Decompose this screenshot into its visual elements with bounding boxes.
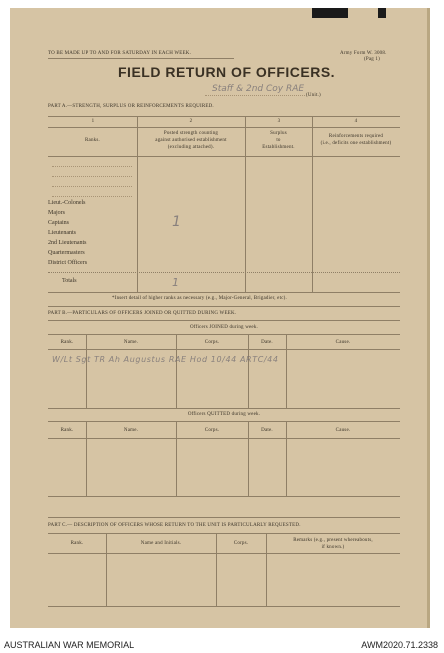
form-number: Army Form W. 3008. — [340, 51, 387, 56]
binder-tab-right — [378, 8, 386, 18]
rank-label-district-officers: District Officers — [48, 260, 88, 266]
part-a-header-rule — [48, 156, 400, 157]
totals-label: Totals — [62, 278, 77, 284]
footer-accession-number: AWM2020.71.2338 — [361, 640, 438, 650]
part-a-footnote: *Insert detail of higher ranks as necessary (e.g., Major-General, Brigadier, etc). — [112, 296, 287, 301]
footer-credit: AUSTRALIAN WAR MEMORIAL — [4, 640, 135, 650]
part-b-heading-rule — [48, 320, 400, 321]
col-header-posted-3: (excluding attached). — [167, 145, 215, 150]
col-header-reinf-1: Reinforcements required — [328, 134, 384, 139]
rank-label-lieutenants: Lieutenants — [48, 230, 76, 236]
quitted-divider-2 — [176, 421, 177, 496]
joined-col-rank: Rank. — [60, 340, 74, 345]
col-header-surplus-2: to — [276, 138, 281, 143]
col-header-reinf-2: (i.e., deficits one establishment) — [320, 141, 392, 146]
quitted-bottom-rule — [48, 496, 400, 497]
rank-label-quartermasters: Quartermasters — [48, 250, 85, 256]
quitted-title: Officers QUITTED during week. — [187, 412, 261, 417]
col-header-ranks: Ranks. — [85, 138, 100, 143]
quitted-col-date: Date. — [261, 428, 273, 433]
rank-label-2nd-lieutenants: 2nd Lieutenants — [48, 240, 87, 246]
rank-label-lt-colonels: Lieut.-Colonels — [48, 200, 86, 206]
part-c-col-remarks-2: if known.) — [321, 545, 345, 550]
quitted-col-cause: Cause. — [335, 428, 351, 433]
quitted-divider-3 — [248, 421, 249, 496]
unit-handwritten: Staff & 2nd Coy RAE — [212, 84, 305, 94]
unit-line — [205, 95, 305, 96]
quitted-header-rule — [48, 438, 400, 439]
page-number: (Pag 1) — [364, 57, 380, 62]
posted-mark-captains: 1 — [172, 214, 181, 230]
part-c-col-name: Name and Initials. — [140, 541, 182, 546]
higher-rank-line-2 — [52, 176, 132, 177]
joined-col-name: Name. — [123, 340, 139, 345]
part-c-col-corps: Corps. — [233, 541, 249, 546]
part-a-number-rule — [48, 127, 400, 128]
part-c-heading-rule — [48, 533, 400, 534]
part-c-heading: PART C.— DESCRIPTION OF OFFICERS WHOSE RETURN TO THE UNIT IS PARTICULARLY REQUESTED. — [48, 523, 301, 528]
rank-label-majors: Majors — [48, 210, 65, 216]
part-a-bottom-rule — [48, 292, 400, 293]
joined-title: Officers JOINED during week. — [190, 325, 258, 330]
higher-rank-line-3 — [52, 186, 132, 187]
col-header-surplus-3: Establishment. — [262, 145, 295, 150]
col-number-2: 2 — [189, 119, 193, 124]
joined-col-corps: Corps. — [204, 340, 220, 345]
joined-col-date: Date. — [261, 340, 273, 345]
col-header-posted-2: against authorised establishment — [155, 138, 227, 143]
part-c-col-remarks-1: Remarks (e.g., present whereabouts, — [293, 538, 373, 543]
col-number-3: 3 — [277, 119, 281, 124]
higher-rank-line-1 — [52, 166, 132, 167]
joined-header-rule — [48, 349, 400, 350]
quitted-col-name: Name. — [123, 428, 139, 433]
quitted-col-corps: Corps. — [204, 428, 220, 433]
quitted-divider-1 — [86, 421, 87, 496]
page-title: FIELD RETURN OF OFFICERS. — [118, 64, 336, 80]
joined-bottom-rule — [48, 408, 400, 409]
joined-divider-1 — [86, 334, 87, 408]
form-sheet — [10, 8, 430, 628]
part-a-heading: PART A.—STRENGTH, SURPLUS OR REINFORCEMENTS REQUIRED. — [48, 104, 214, 109]
col-number-1: 1 — [91, 119, 95, 124]
top-note-underline — [48, 58, 234, 59]
joined-title-rule — [48, 334, 400, 335]
part-c-top-rule — [48, 517, 400, 518]
part-c-divider-3 — [266, 533, 267, 606]
part-c-col-rank: Rank. — [70, 541, 84, 546]
col-number-4: 4 — [354, 119, 358, 124]
joined-divider-2 — [176, 334, 177, 408]
posted-mark-totals: 1 — [172, 276, 179, 289]
quitted-divider-4 — [286, 421, 287, 496]
binder-tab-left — [312, 8, 348, 18]
joined-divider-3 — [248, 334, 249, 408]
part-b-heading: PART B.—PARTICULARS OF OFFICERS JOINED OR QUITTED DURING WEEK. — [48, 311, 237, 316]
totals-rule — [48, 272, 400, 273]
part-c-divider-1 — [106, 533, 107, 606]
col-header-posted-1: Posted strength counting — [163, 131, 219, 136]
joined-entry-handwritten: W/Lt Sgt TR Ah Augustus RAE Hod 10/44 ARTC/44 — [52, 355, 279, 364]
quitted-col-rank: Rank. — [60, 428, 74, 433]
part-a-top-rule — [48, 116, 400, 117]
joined-divider-4 — [286, 334, 287, 408]
col-header-surplus-1: Surplus — [270, 131, 287, 136]
top-note: TO BE MADE UP TO AND FOR SATURDAY IN EACH WEEK. — [48, 51, 192, 56]
joined-col-cause: Cause. — [335, 340, 351, 345]
rank-label-captains: Captains — [48, 220, 69, 226]
unit-label: (Unit.) — [306, 93, 321, 98]
part-c-bottom-rule — [48, 606, 400, 607]
part-c-header-rule — [48, 553, 400, 554]
higher-rank-line-4 — [52, 196, 132, 197]
part-c-divider-2 — [216, 533, 217, 606]
quitted-title-rule — [48, 421, 400, 422]
part-b-top-rule — [48, 306, 400, 307]
